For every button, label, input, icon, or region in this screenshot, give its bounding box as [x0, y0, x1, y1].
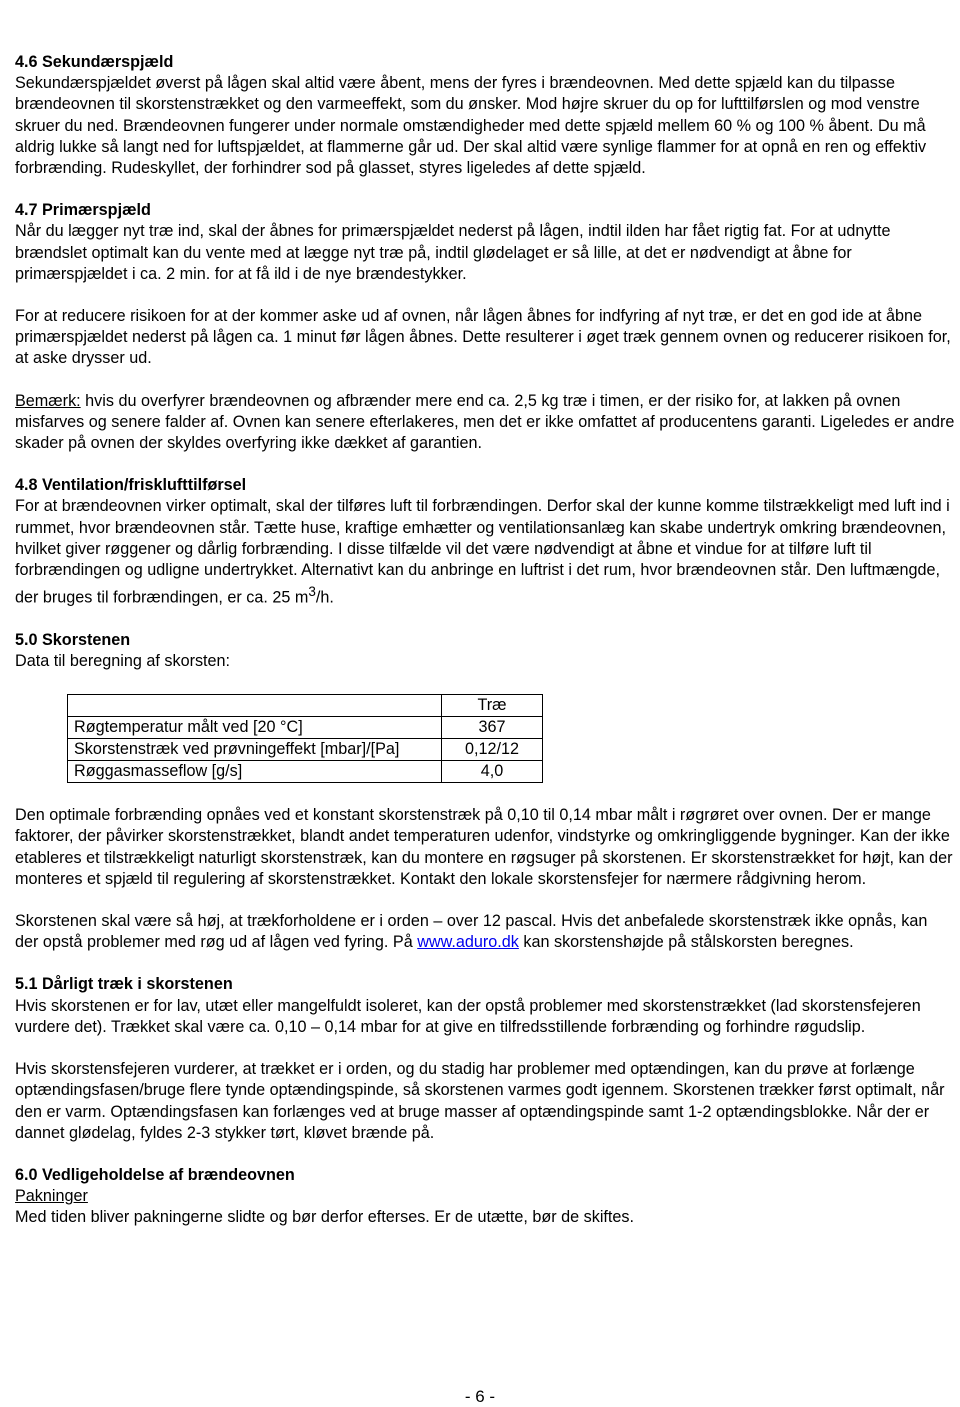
- table-row: [68, 761, 543, 783]
- section-5-1-body-2: Hvis skorstensfejeren vurderer, at trækket er i orden, og du stadig har problemer med optændingen, kan du prøve at forlænge optændingsfasen/bruge flere tynde optændingspinde, så skorstenen varmes godt igennem. Skorstenen trækker først optimalt, når den er varm. Optændingsfasen kan forlænges ved at bruge masser af optændingspinde samt 1-2 optændingsblokke. Når der er dannet glødelag, fyldes 2-3 stykker tørt, kløvet brænde på.: [15, 1060, 945, 1142]
- section-4-7-heading: 4.7 Primærspjæld: [15, 201, 151, 220]
- table-row-label: Røggasmasseflow [g/s]: [68, 761, 442, 783]
- section-5-0-body-2: [15, 911, 955, 953]
- chimney-data-table: [67, 694, 543, 783]
- section-4-6-heading: 4.6 Sekundærspjæld: [15, 53, 174, 71]
- gaskets-subheading: Pakninger: [15, 1187, 88, 1206]
- section-5-1-body: Hvis skorstenen er for lav, utæt eller mangelfuldt isoleret, kan der opstå problemer med skorstenstrækket (lad skorstensfejeren vurdere det). Trækket skal være ca. 0,10 – 0,14 mbar for at give en tilfredsstillende forbrænding og forhindre røgudslip.: [15, 996, 921, 1036]
- section-5-0-body: Den optimale forbrænding opnåes ved et konstant skorstenstræk på 0,10 til 0,14 mbar målt i røgrøret over ovnen. Der er mange faktorer, der påvirker skorstenstrækket, blandt andet temperaturen udenfor, vindstyrke og omkringliggende bygninger. Kan der ikke etableres et tilstrækkeligt naturligt skorstenstræk, kan du montere en røgsuger på skorstenen. Er skorstenstrækket for højt, kan der monteres et spjæld til regulering af skorstenstrækket. Kontakt den lokale skorstensfejer for nærmere rådgivning herom.: [15, 806, 953, 888]
- section-4-8-text: For at brændeovnen virker optimalt, skal der tilføres luft til forbrændingen. Derfor skal der kunne komme tilstrækkeligt med luft ind i rummet, hvor brændeovnen står. Tætte huse, kraftige emhætter og ventilationsanlæg kan skabe undertryk omkring brændeovnen, hvilket giver røggener og dårlig forbrænding. I disse tilfælde vil det være nødvendigt at åbne et vindue for at tilføre luft til forbrændingen og udligne undertrykket. Alternativt kan du anbringe en luftrist i det rum, hvor brændeovnen står. Den luftmængde, der bruges til forbrændingen, er ca. 25 m: [15, 497, 950, 607]
- aduro-link[interactable]: www.aduro.dk: [417, 933, 519, 952]
- section-5-0-body-2a: Skorstenen skal være så høj, at trækforholdene er i orden – over 12 pascal. Hvis det anbefalede skorstenstræk ikke opnås, kan der opstå problemer med røg ud af lågen ved fyring. På: [15, 912, 928, 952]
- table-header-empty: [68, 695, 442, 717]
- section-5-0-heading: 5.0 Skorstenen: [15, 630, 131, 649]
- table-row: [68, 717, 543, 739]
- table-row-value: 4,0: [442, 761, 543, 783]
- table-row: [68, 739, 543, 761]
- section-4-7-body-2: For at reducere risikoen for at der kommer aske ud af ovnen, når lågen åbnes for indfyring af nyt træ, er det en god ide at åbne primærspjældet nederst på lågen ca. 1 minut før lågen åbnes. Dette resulterer i øget træk gennem ovnen og reducerer risikoen for, at aske drysser ud.: [15, 307, 951, 368]
- section-6-0-body: Med tiden bliver pakningerne slidte og bør derfor efterses. Er de utætte, bør de skiftes.: [15, 1208, 635, 1227]
- section-5-0-body-2b: kan skorstenshøjde på stålskorsten beregnes.: [518, 933, 854, 952]
- note-label: Bemærk:: [15, 391, 81, 410]
- table-row-label: Røgtemperatur målt ved [20 °C]: [68, 717, 442, 739]
- section-4-7-body: Når du lægger nyt træ ind, skal der åbnes for primærspjældet nederst på lågen, indtil ilden har fået rigtig fat. For at udnytte brændslet optimalt kan du vente med at lægge nyt træ på, indtil glødelaget er så lille, at det er nødvendigt at åbne for primærspjældet i ca. 2 min. for at få ild i de nye brændestykker.: [15, 222, 891, 283]
- section-5-1-heading: 5.1 Dårligt træk i skorstenen: [15, 975, 233, 994]
- table-header-row: [68, 695, 543, 717]
- table-header-cell: Træ: [442, 695, 543, 717]
- section-6-0-subheading: [15, 1186, 955, 1207]
- unit-tail: /h.: [315, 588, 334, 607]
- section-4-8-body: [15, 496, 955, 608]
- section-4-7-note: [15, 391, 955, 455]
- section-6-0-heading: 6.0 Vedligeholdelse af brændeovnen: [15, 1165, 295, 1184]
- table-row-value: 367: [442, 717, 543, 739]
- section-5-0-intro: Data til beregning af skorsten:: [15, 652, 231, 671]
- section-4-6-body: Sekundærspjældet øverst på lågen skal altid være åbent, mens der fyres i brændeovnen. Med dette spjæld kan du tilpasse brændeovnen til skorstenstrækket og den varmeeffekt, som du ønsker. Mod højre skruer du op for lufttilførslen og mod venstre skruer du ned. Brændeovnen fungerer under normale omstændigheder med dette spjæld mellem 60 % og 100 % åbent. Du må aldrig lukke så langt ned for luftspjældet, at flammerne går ud. Der skal altid være synlige flammer for at opnå en ren og effektiv forbrænding. Rudeskyllet, der forhindrer sod på glasset, styres ligeledes af dette spjæld.: [15, 74, 927, 178]
- superscript-3: 3: [308, 584, 316, 600]
- table-row-value: 0,12/12: [442, 739, 543, 761]
- page-number: - 6 -: [464, 1387, 496, 1406]
- note-body: hvis du overfyrer brændeovnen og afbrænder mere end ca. 2,5 kg træ i timen, er der risiko for, at lakken på ovnen misfarves og senere falder af. Ovnen kan senere efterlakeres, men det er ikke omfattet af producentens garanti. Ligeledes er andre skader på ovnen der skyldes overfyring ikke dækket af garantien.: [15, 391, 955, 453]
- document-page: [15, 52, 955, 1229]
- table-row-label: Skorstenstræk ved prøvningeffekt [mbar]/[Pa]: [68, 739, 442, 761]
- section-4-8-heading: 4.8 Ventilation/frisklufttilførsel: [15, 476, 247, 495]
